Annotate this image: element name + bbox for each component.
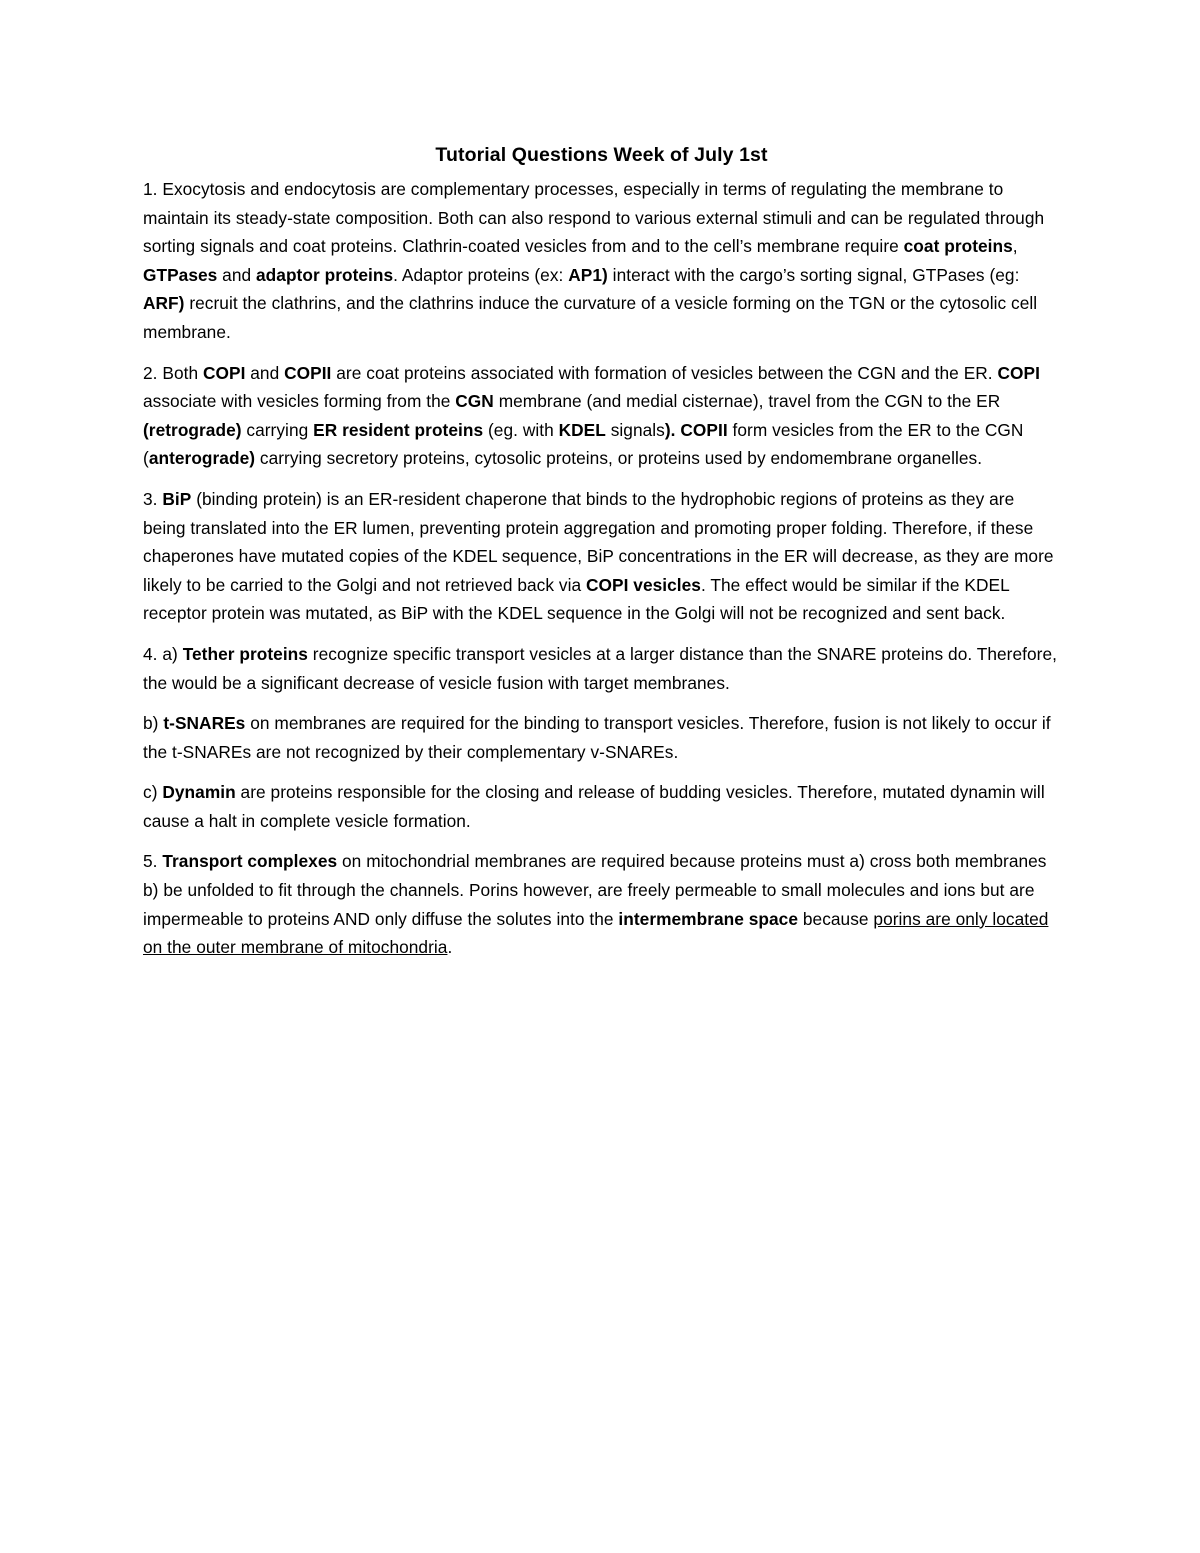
text-run: , (1012, 236, 1018, 257)
text-run: associate with vesicles forming from the (143, 391, 456, 412)
bold-term: intermembrane space (618, 908, 799, 929)
text-run: membrane (and medial cisternae), travel from the CGN to the ER (493, 391, 1001, 412)
text-run: on mitochondrial membranes are required because proteins must a) cross both membranes b) be unfolded to fit through the channels. Porins however, are freely permeable to small molecules and ions but are impermeable to proteins AND only diffuse the solutes into the (143, 851, 1047, 929)
text-run: are proteins responsible for the closing and release of budding vesicles. Therefore, mutated dynamin will cause a halt in complete vesicle formation. (143, 782, 1045, 831)
bold-term: COPII (284, 362, 332, 383)
paragraph-q3 (143, 485, 1060, 628)
bold-term: ER resident proteins (313, 419, 484, 440)
text-run: 2. Both (143, 362, 203, 383)
bold-term: anterograde) (148, 448, 256, 469)
bold-term: ARF) (143, 293, 185, 314)
bold-term: (retrograde) (143, 419, 242, 440)
text-run: because (798, 908, 874, 929)
bold-term: ). (664, 419, 676, 440)
bold-term: COPI (202, 362, 246, 383)
paragraph-q4a (143, 640, 1060, 697)
text-run: form vesicles from the ER to the CGN ( (143, 419, 1024, 469)
text-run: 4. a) (143, 643, 183, 664)
text-run: c) (143, 782, 163, 803)
text-run: 3. (143, 488, 163, 509)
bold-term: Dynamin (162, 782, 236, 803)
text-run: . (447, 937, 453, 958)
bold-term: CGN (455, 391, 494, 412)
paragraph-q5 (143, 847, 1060, 961)
text-run: recognize specific transport vesicles at a larger distance than the SNARE proteins do. Therefore, the would be a significant decrease of vesicle fusion with target membranes. (143, 643, 1057, 693)
text-run: 5. (143, 851, 163, 872)
underlined-text: porins are only located on the outer membrane of mitochondria (143, 908, 1049, 958)
bold-term: COPI (997, 362, 1040, 383)
bold-term: adaptor proteins (256, 264, 394, 285)
text-run: and (217, 264, 257, 285)
bold-term: KDEL (558, 419, 606, 440)
text-run: carrying (241, 419, 314, 440)
paragraph-list (143, 175, 1060, 962)
text-run: recruit the clathrins, and the clathrins induce the curvature of a vesicle forming on the TGN or the cytosolic cell membrane. (143, 293, 1038, 342)
text-run: interact with the cargo’s sorting signal, GTPases (eg: (607, 264, 1020, 285)
text-run: (binding protein) is an ER-resident chaperone that binds to the hydrophobic regions of proteins as they are being translated into the ER lumen, preventing protein aggregation and promoting proper folding. Therefore, if these chaperones have mutated copies of the KDEL sequence, BiP concentrations in the ER will decrease, as they are more likely to be carried to the Golgi and not retrieved back via (143, 488, 1054, 595)
paragraph-q2 (143, 359, 1060, 473)
paragraph-q1 (143, 175, 1060, 347)
bold-term: Transport complexes (162, 851, 338, 872)
text-run: are coat proteins associated with formation of vesicles between the CGN and the ER. (331, 362, 998, 383)
text-run: signals (605, 419, 665, 440)
bold-term: Tether proteins (182, 643, 308, 664)
text-run: b) (143, 713, 164, 734)
bold-term: GTPases (143, 264, 218, 285)
bold-term: BiP (162, 488, 192, 509)
text-run: 1. Exocytosis and endocytosis are complementary processes, especially in terms of regulating the membrane to maintain its steady-state composition. Both can also respond to various external stimuli and can be regulated through sorting signals and coat proteins. Clathrin-coated vesicles from and to the cell’s membrane require (143, 179, 1045, 257)
text-run: . The effect would be similar if the KDEL receptor protein was mutated, as BiP with the KDEL sequence in the Golgi will not be recognized and sent back. (143, 574, 1010, 624)
bold-term: AP1) (568, 264, 608, 285)
bold-term: COPII (680, 419, 728, 440)
document-body (143, 138, 1060, 974)
paragraph-q4c (143, 778, 1060, 835)
bold-term: t-SNAREs (163, 713, 246, 734)
text-run: (eg. with (483, 419, 559, 440)
bold-term: COPI vesicles (586, 574, 701, 595)
paragraph-q4b (143, 709, 1060, 766)
text-run: carrying secretory proteins, cytosolic proteins, or proteins used by endomembrane organelles. (255, 448, 983, 469)
bold-term: coat proteins (903, 236, 1013, 257)
text-run: on membranes are required for the binding to transport vesicles. Therefore, fusion is not likely to occur if the t-SNAREs are not recognized by their complementary v-SNAREs. (143, 713, 1051, 762)
text-run: and (245, 362, 285, 383)
document-title: Tutorial Questions Week of July 1st (435, 144, 768, 166)
text-run: . Adaptor proteins (ex: (393, 264, 569, 285)
